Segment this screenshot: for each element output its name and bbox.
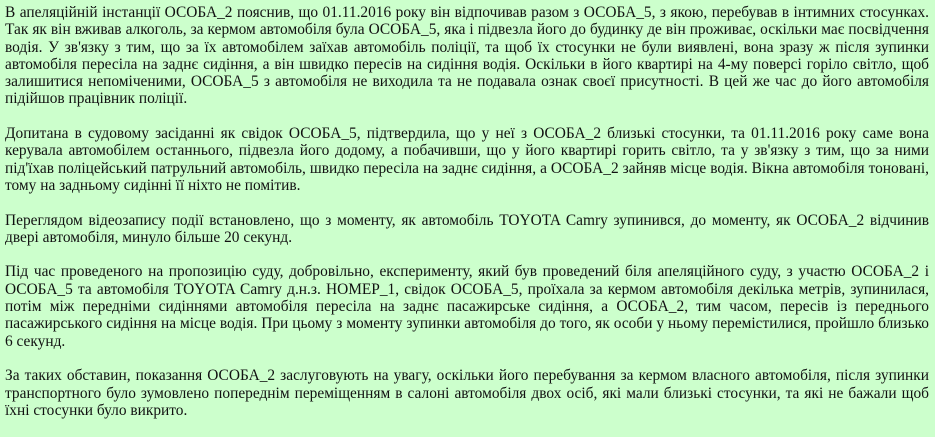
paragraph-appeal-testimony: В апеляційній інстанції ОСОБА_2 пояснив, що 01.11.2016 року він відпочивав разом з ОСОБА_5, з якою, перебував в інтимних стосунках. Так як він вживав алкоголь, за кермом автомобіля була ОСОБА_5, яка і підвезла його до будинку де він проживає, оскільки має посвідчення водія. У зв'язку з тим, що за їх автомобілем заїхав автомобіль поліції, та щоб їх стосунки не були виявлені, вона зразу ж після зупинки автомобіля пересіла на заднє сидіння, а він швидко пересів на сидіння водія. Оскільки в його квартирі на 4-му поверсі горіло світло, щоб залишитися непоміченими, ОСОБА_5 з автомобіля не виходила та не подавала ознак своєї присутності. В цей же час до його автомобіля підійшов працівник поліції. — [5, 4, 929, 108]
paragraph-experiment: Під час проведеного на пропозицію суду, добровільно, експерименту, який був проведений біля апеляційного суду, з участю ОСОБА_2 і ОСОБА_5 та автомобіля TOYOTA Camry д.н.з. НОМЕР_1, свідок ОСОБА_5, проїхала за кермом автомобіля декілька метрів, зупинилася, потім між передніми сидіннями автомобіля пересіла на заднє пасажирське сидіння, а ОСОБА_2, тим часом, пересів із переднього пасажирського сидіння на місце водія. При цьому з моменту зупинки автомобіля до того, як особи у ньому перемістилися, пройшло близько 6 секунд. — [5, 263, 929, 350]
paragraph-conclusion: За таких обставин, показання ОСОБА_2 заслуговують на увагу, оскільки його перебування за кермом власного автомобіля, після зупинки транспортного було зумовлено попереднім переміщенням в салоні автомобіля двох осіб, які мали близькі стосунки, та які не бажали щоб їхні стосунки було викрито. — [5, 367, 929, 419]
paragraph-witness-testimony: Допитана в судовому засіданні як свідок ОСОБА_5, підтвердила, що у неї з ОСОБА_2 близькі стосунки, та 01.11.2016 року саме вона керувала автомобілем останнього, підвезла його додому, а побачивши, що у його квартирі горить світло, та у зв'язку з тим, що за ними під'їхав поліцейський патрульний автомобіль, швидко пересіла на заднє сидіння, а ОСОБА_2 зайняв місце водія. Вікна автомобіля тоновані, тому на задньому сидінні її ніхто не помітив. — [5, 125, 929, 194]
paragraph-video-review: Переглядом відеозапису події встановлено, що з моменту, як автомобіль TOYOTA Camry зупинився, до моменту, як ОСОБА_2 відчинив двері автомобіля, минуло більше 20 секунд. — [5, 211, 929, 246]
